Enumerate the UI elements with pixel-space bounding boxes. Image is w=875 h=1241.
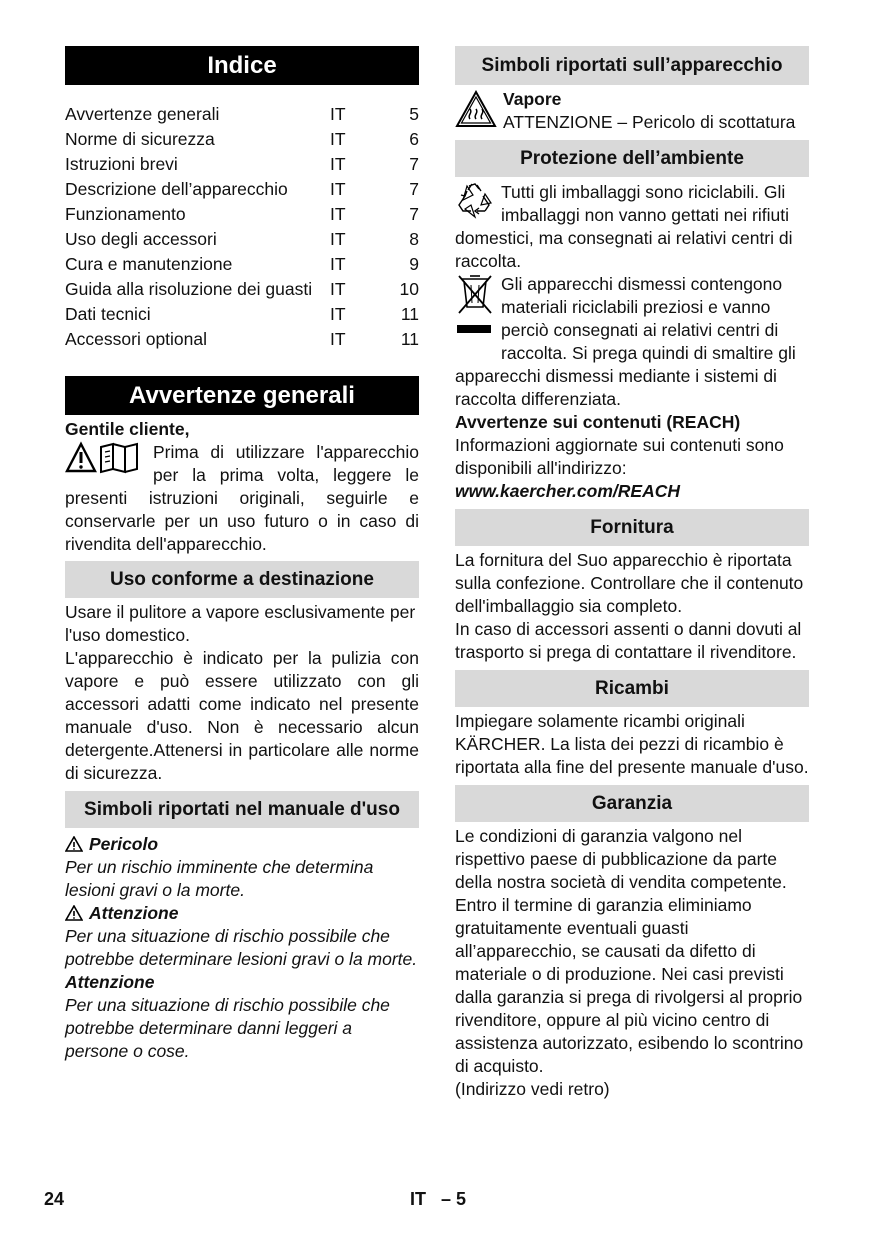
ricambi-heading: Ricambi: [455, 670, 809, 707]
right-column: [455, 46, 809, 1101]
attenzione1-text: Per una situazione di rischio possibile che potrebbe determinare lesioni gravi o la morte.: [65, 926, 418, 969]
reach-title: Avvertenze sui contenuti (REACH): [455, 412, 741, 432]
avvertenze-heading: Avvertenze generali: [65, 376, 419, 415]
garanzia-text: Le condizioni di garanzia valgono nel rispettivo paese di pubblicazione da parte della nostra società di vendita competente. Entro il termine di garanzia eliminiamo gratuitamente eventuali guasti all’apparecchio, se causati da difetto di materiale o di produzione. Nei casi previsti dalla garanzia si prega di rivolgersi al proprio rivenditore, oppure al più vicino centro di assistenza autorizzato, esibendo lo scontrino di acquisto.: [455, 826, 804, 1076]
fornitura-p2: In caso di accessori assenti o danni dovuti al trasporto si prega di contattare il rivenditore.: [455, 619, 802, 662]
toc-row[interactable]: Funzionamento IT 7: [65, 204, 419, 224]
fornitura-p1: La fornitura del Suo apparecchio è riportata sulla confezione. Controllare che il contenuto dell'imballaggio sia completo.: [455, 550, 804, 616]
toc-row[interactable]: Dati tecnici IT 11: [65, 304, 419, 324]
toc-row[interactable]: Norme di sicurezza IT 6: [65, 129, 419, 149]
avvertenze-text: Prima di utilizzare l'apparecchio per la prima volta, leggere le presenti istruzioni originali, seguirle e conservarle per un uso futuro o in caso di rivendita dell'apparecchio.: [65, 442, 419, 554]
simboli-apparecchio-heading: Simboli riportati sull’apparecchio: [455, 46, 809, 85]
fornitura-heading: Fornitura: [455, 509, 809, 546]
attenzione2-text: Per una situazione di rischio possibile che potrebbe determinare danni leggeri a persone o cose.: [65, 995, 390, 1061]
crossed-bin-icon: [455, 273, 495, 347]
warning-icon: [65, 836, 83, 852]
pericolo-line: Pericolo: [65, 833, 419, 856]
uso-conforme-p1: Usare il pulitore a vapore esclusivamente per l'uso domestico.: [65, 602, 416, 645]
toc-row[interactable]: Uso degli accessori IT 8: [65, 229, 419, 249]
footer-section: [410, 1188, 466, 1211]
ambiente-heading: Protezione dell’ambiente: [455, 140, 809, 177]
greeting: Gentile cliente,: [65, 419, 190, 439]
ricambi-text: Impiegare solamente ricambi originali KÄRCHER. La lista dei pezzi di ricambio è riportata alla fine del presente manuale d'uso.: [455, 711, 809, 777]
attenzione1-line: Attenzione: [65, 902, 419, 925]
attenzione2-label: Attenzione: [65, 972, 155, 992]
hot-steam-warning-icon: [455, 90, 497, 134]
footer-page-number: 24: [44, 1189, 65, 1209]
toc-row[interactable]: Istruzioni brevi IT 7: [65, 154, 419, 174]
toc-row[interactable]: Cura e manutenzione IT 9: [65, 254, 419, 274]
recycle-block: [455, 181, 809, 273]
vapore-block: [455, 88, 809, 134]
toc-row[interactable]: Descrizione dell’apparecchio IT 7: [65, 179, 419, 199]
warning-manual-icon: [65, 441, 147, 481]
warning-icon: [65, 905, 83, 921]
avvertenze-block: [65, 441, 419, 556]
toc-row[interactable]: Avvertenze generali IT 5: [65, 104, 419, 124]
ambiente-p1: Tutti gli imballaggi sono riciclabili. Gli imballaggi non vanno gettati nei rifiuti domestici, ma consegnati ai relativi centri di raccolta.: [455, 182, 793, 271]
ambiente-p2: Gli apparecchi dismessi contengono materiali riciclabili preziosi e vanno perciò consegnati ai relativi centri di raccolta. Si prega quindi di smaltire gli apparecchi dismessi mediante i sistemi di raccolta differenziata.: [455, 274, 796, 409]
footer-section-number: – 5: [441, 1189, 467, 1209]
garanzia-heading: Garanzia: [455, 785, 809, 822]
recycle-icon: [455, 181, 495, 225]
simboli-manuale-heading: Simboli riportati nel manuale d'uso: [65, 791, 419, 828]
reach-text: Informazioni aggiornate sui contenuti sono disponibili all'indirizzo:: [455, 435, 784, 478]
reach-link[interactable]: www.kaercher.com/REACH: [455, 481, 680, 501]
uso-conforme-heading: Uso conforme a destinazione: [65, 561, 419, 598]
garanzia-addr: (Indirizzo vedi retro): [455, 1079, 610, 1099]
vapore-label: Vapore: [503, 89, 562, 109]
toc-list: [65, 102, 419, 352]
vapore-text: ATTENZIONE – Pericolo di scottatura: [503, 112, 796, 132]
uso-conforme-p2: L'apparecchio è indicato per la pulizia con vapore e può essere utilizzato con gli accessori adatti come indicato nel presente manuale d'uso. Non è necessario alcun detergente.Attenersi in particolare alle norme di sicurezza.: [65, 648, 419, 783]
pericolo-text: Per un rischio imminente che determina lesioni gravi o la morte.: [65, 857, 374, 900]
toc-row[interactable]: Guida alla risoluzione dei guasti IT 10: [65, 279, 419, 299]
left-column: [65, 46, 419, 1063]
footer-lang: IT: [410, 1189, 426, 1209]
toc-row[interactable]: Accessori optional IT 11: [65, 329, 419, 349]
weee-block: [455, 273, 809, 411]
indice-heading: Indice: [65, 46, 419, 85]
